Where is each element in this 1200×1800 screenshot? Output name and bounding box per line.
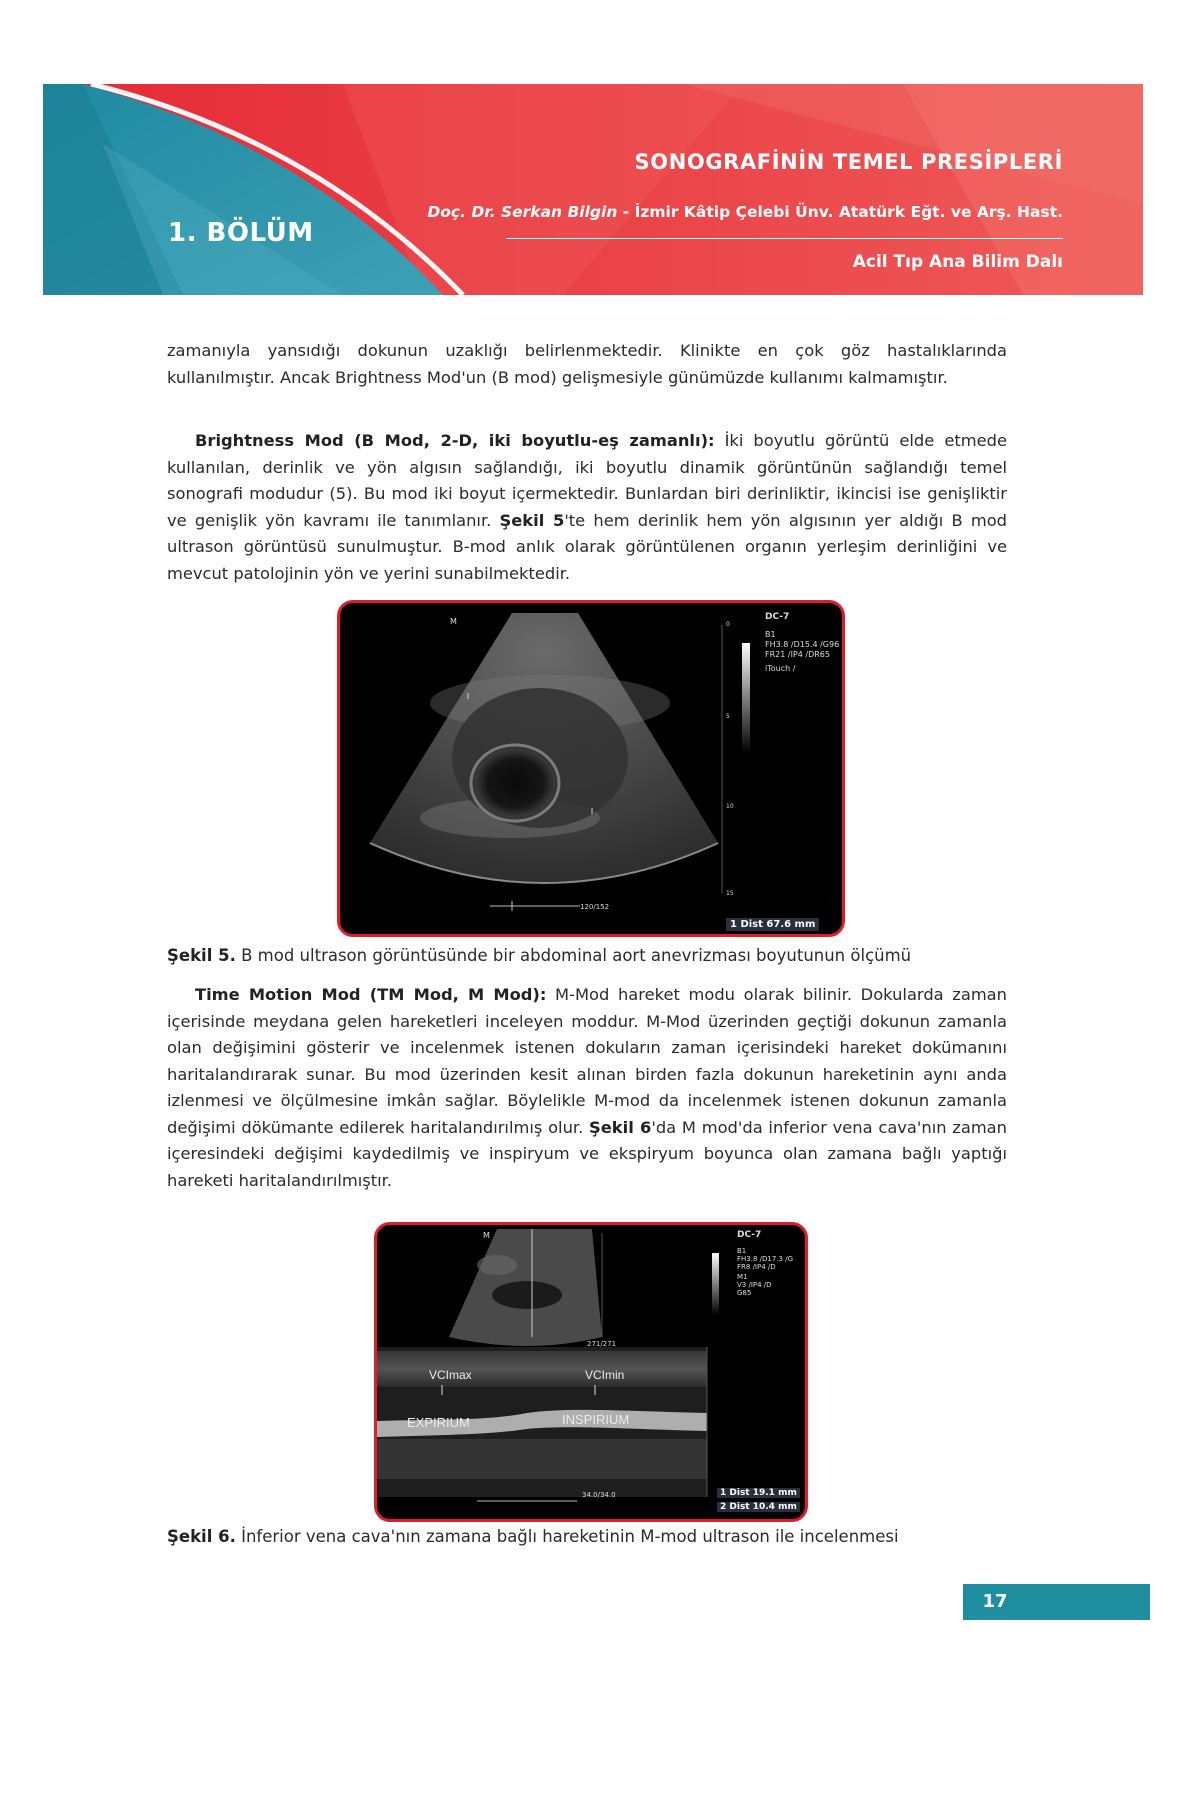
frame-counter: 271/271 [587,1340,617,1348]
header-divider [506,238,1063,239]
frame-counter: 120/152 [580,903,610,911]
inspirium-label: INSPIRIUM [562,1412,630,1427]
page-number: 17 [982,1591,1008,1612]
figure-5-caption-text: B mod ultrason görüntüsünde bir abdominal aort anevrizması boyutunun ölçümü [235,946,912,965]
scan-param-5: V3 /IP4 /D [737,1281,772,1289]
figure-5-b-mode-ultrasound [337,600,845,937]
figure-6-reference: Şekil 6 [589,1117,652,1137]
m-mode-text-2: 'da M mod'da inferior vena cava'nın zaman içeresindeki değişimi kaydedilmiş ve inspiryum ve ekspiryum boyunca olan zamana bağlı yaptığı hareketi haritalandırılmıştır. [167,1117,1007,1190]
scan-param-1: B1 [765,630,776,639]
scan-param-2: FH3.8 /D17.3 /G [737,1255,793,1263]
figure-5-reference: Şekil 5 [499,510,565,530]
scan-param-1: B1 [737,1247,747,1255]
figure-6-caption-text: İnferior vena cava'nın zamana bağlı hareketinin M-mod ultrason ile incelenmesi [235,1527,899,1546]
b-mode-text-1: İki boyutlu görüntü elde etmede kullanılan, derinlik ve yön algısın sağlandığı, iki boyutlu dinamik görüntünün sağlandığı temel sonografi modudur (5). Bu mod iki boyut içermektedir. Bunlardan biri derinliktir, ikincisi ise genişliktir ve genişlik yön kavramı ile tanımlanır. [167,431,1007,530]
depth-tick-0: 0 [726,621,730,628]
chapter-number: 1. BÖLÜM [168,218,314,248]
probe-marker: M [450,617,457,626]
author-name: Doç. Dr. Serkan Bilgin [427,203,618,221]
distance-measurement: 1 Dist 67.6 mm [726,918,819,931]
probe-name: DC-7 [737,1230,762,1240]
scan-param-4: M1 [737,1273,748,1281]
figure-5-caption [167,946,1027,965]
chapter-title: SONOGRAFİNİN TEMEL PRESİPLERİ [634,150,1063,174]
department: Acil Tıp Ana Bilim Dalı [852,252,1063,272]
depth-tick-5: 5 [726,713,730,720]
vci-max-label: VCImax [429,1368,472,1382]
paragraph-b-mode [167,428,1007,587]
scan-param-2: FH3.8 /D15.4 /G96 [765,640,840,649]
b-mode-heading: Brightness Mod (B Mod, 2-D, iki boyutlu-eş zamanlı): [195,431,715,450]
probe-marker: M [483,1231,490,1240]
page-number-tab [963,1584,1150,1620]
author-affiliation: - İzmir Kâtip Çelebi Ünv. Atatürk Eğt. ve Arş. Hast. [617,203,1063,221]
paragraph-a-mode-end: zamanıyla yansıdığı dokunun uzaklığı belirlenmektedir. Klinikte en çok göz hastalıklarında kullanılmıştır. Ancak Brightness Mod'un (B mod) gelişmesiyle günümüzde kullanımı kalmamıştır. [167,341,1007,387]
time-counter: 34.0/34.0 [582,1491,616,1499]
distance-measurement-2: 2 Dist 10.4 mm [717,1502,800,1512]
figure-5-label: Şekil 5. [167,946,236,965]
figure-6-label: Şekil 6. [167,1527,236,1546]
probe-name: DC-7 [765,612,790,622]
b-mode-text-2: 'te hem derinlik hem yön algısının yer aldığı B mod ultrason görüntüsü sunulmuştur. B-mod anlık olarak görüntülenen organın yerleşim derinliğini ve mevcut patolojinin yön ve yerini sunabilmektedir. [167,510,1007,583]
author-line [427,203,1063,221]
depth-tick-15: 15 [726,890,734,897]
m-mode-text-1: M-Mod hareket modu olarak bilinir. Dokularda zaman içerisinde meydana gelen hareketleri inceleyen moddur. M-Mod üzerinden geçtiği dokunun zamanla olan değişimini gösterir ve incelenmek istenen dokuların zaman içerisindeki hareket dokümanını haritalandırarak sunar. Bu mod üzerinden kesit alınan birden fazla dokunun hareketinin aynı anda izlenmesi ve ölçülmesine imkân sağlar. Böylelikle M-mod da incelenmek istenen dokunun zamanla değişimi dökümante edilerek haritalandırılmış olur. [167,985,1007,1137]
scan-param-3: FR8 /IP4 /D [737,1263,776,1271]
depth-tick-10: 10 [726,803,734,810]
scan-param-3: FR21 /IP4 /DR65 [765,650,830,659]
paragraph-m-mode [167,982,1007,1194]
vci-min-label: VCImin [585,1368,625,1382]
distance-measurement-1: 1 Dist 19.1 mm [717,1488,800,1498]
m-mode-heading: Time Motion Mod (TM Mod, M Mod): [195,985,547,1004]
expirium-label: EXPIRIUM [407,1415,470,1430]
scan-param-6: G85 [737,1289,752,1297]
scan-param-4: iTouch / [765,664,796,673]
figure-6-caption [167,1527,1027,1546]
figure-6-m-mode-ultrasound [374,1222,808,1522]
